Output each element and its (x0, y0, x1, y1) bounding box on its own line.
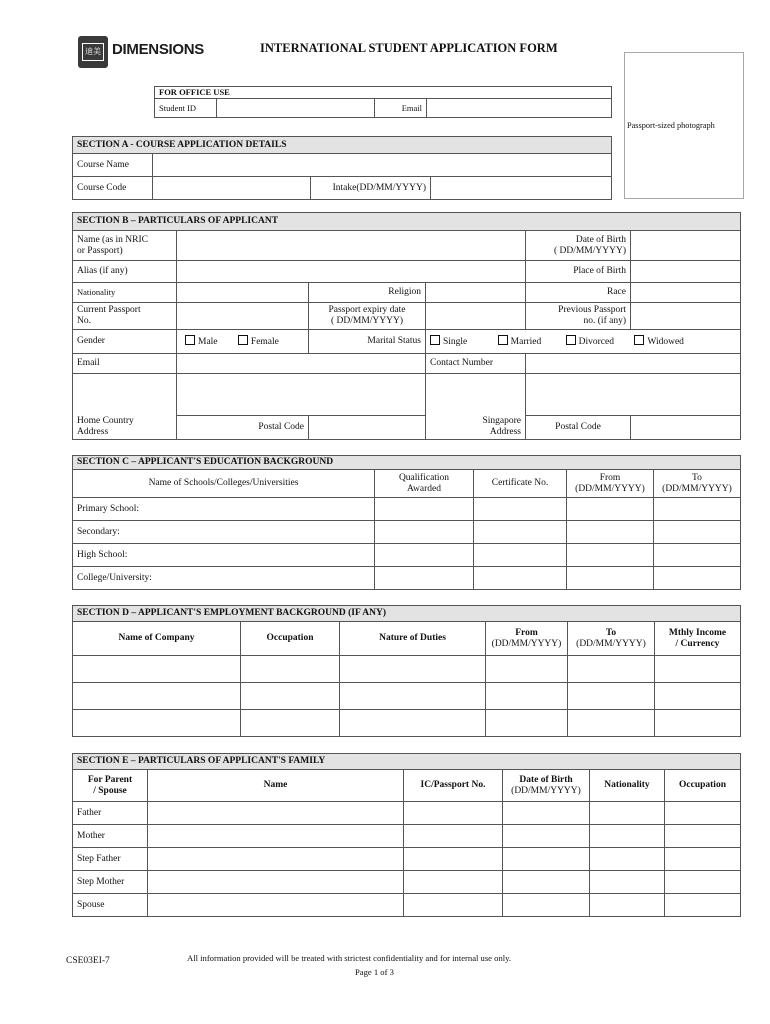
confidentiality-note: All information provided will be treated with strictest confidentiality and for internal use only. (187, 953, 512, 963)
edu-to-field[interactable] (654, 544, 741, 567)
dob-label: Date of Birth ( DD/MM/YYYY) (526, 231, 631, 261)
table-row (73, 802, 741, 825)
relation-label: Spouse (73, 894, 148, 917)
company-field[interactable] (73, 656, 241, 683)
email-label: Email (73, 354, 177, 374)
sg-address-field[interactable] (526, 374, 741, 416)
alias-field[interactable] (177, 261, 526, 283)
section-c-title: SECTION C – APPLICANT'S EDUCATION BACKGROUND (73, 456, 741, 470)
family-nationality-field[interactable] (590, 802, 665, 825)
col-emp-to: To (DD/MM/YYYY) (568, 622, 655, 656)
table-row (73, 710, 741, 737)
family-occupation-field[interactable] (665, 894, 741, 917)
alias-label: Alias (if any) (73, 261, 177, 283)
male-checkbox-icon (185, 335, 195, 345)
col-emp-from: From (DD/MM/YYYY) (486, 622, 568, 656)
religion-field[interactable] (426, 283, 526, 303)
family-nationality-field[interactable] (590, 848, 665, 871)
family-dob-field[interactable] (503, 894, 590, 917)
male-checkbox[interactable]: Male (185, 337, 218, 347)
table-row (73, 825, 741, 848)
col-duties: Nature of Duties (340, 622, 486, 656)
family-name-field[interactable] (148, 848, 404, 871)
ic-field[interactable] (404, 825, 503, 848)
single-checkbox-icon (430, 335, 440, 345)
col-income: Mthly Income / Currency (655, 622, 741, 656)
passport-expiry-label: Passport expiry date ( DD/MM/YYYY) (309, 303, 426, 330)
edu-to-field[interactable] (654, 498, 741, 521)
course-code-label: Course Code (73, 177, 153, 200)
table-row (73, 544, 741, 567)
duties-field[interactable] (340, 710, 486, 737)
col-relation: For Parent / Spouse (73, 770, 148, 802)
col-certificate: Certificate No. (474, 470, 567, 498)
student-id-field[interactable] (217, 99, 375, 118)
relation-label: Mother (73, 825, 148, 848)
emp-from-field[interactable] (486, 710, 568, 737)
certificate-field[interactable] (474, 544, 567, 567)
family-occupation-field[interactable] (665, 848, 741, 871)
passport-expiry-field[interactable] (426, 303, 526, 330)
occupation-field[interactable] (241, 710, 340, 737)
race-label: Race (526, 283, 631, 303)
female-checkbox-icon (238, 335, 248, 345)
relation-label: Step Father (73, 848, 148, 871)
qualification-field[interactable] (375, 567, 474, 590)
logo-mark-icon: 迪美 (78, 36, 108, 68)
edu-from-field[interactable] (567, 521, 654, 544)
family-name-field[interactable] (148, 871, 404, 894)
dob-field[interactable] (631, 231, 741, 261)
marital-options (426, 330, 741, 354)
relation-label: Step Mother (73, 871, 148, 894)
home-address-field[interactable] (177, 374, 426, 416)
table-row (73, 521, 741, 544)
intake-field[interactable] (431, 177, 612, 200)
family-occupation-field[interactable] (665, 825, 741, 848)
family-nationality-field[interactable] (590, 825, 665, 848)
edu-from-field[interactable] (567, 567, 654, 590)
section-e-table (72, 753, 741, 917)
occupation-field[interactable] (241, 683, 340, 710)
edu-from-field[interactable] (567, 544, 654, 567)
table-row (73, 894, 741, 917)
family-occupation-field[interactable] (665, 871, 741, 894)
occupation-field[interactable] (241, 656, 340, 683)
family-name-field[interactable] (148, 894, 404, 917)
table-row (73, 683, 741, 710)
widowed-checkbox-icon (634, 335, 644, 345)
student-id-label: Student ID (155, 99, 217, 118)
office-email-field[interactable] (427, 99, 612, 118)
col-ic-passport: IC/Passport No. (404, 770, 503, 802)
marital-status-label: Marital Status (309, 330, 426, 354)
form-title: INTERNATIONAL STUDENT APPLICATION FORM (260, 41, 558, 55)
widowed-checkbox[interactable]: Widowed (634, 337, 684, 347)
married-checkbox[interactable]: Married (498, 337, 542, 347)
education-level-label: College/University: (73, 567, 375, 590)
ic-field[interactable] (404, 848, 503, 871)
home-postal-code-label: Postal Code (177, 416, 309, 440)
col-family-name: Name (148, 770, 404, 802)
relation-label: Father (73, 802, 148, 825)
col-school-name: Name of Schools/Colleges/Universities (73, 470, 375, 498)
female-checkbox[interactable]: Female (238, 337, 279, 347)
emp-from-field[interactable] (486, 683, 568, 710)
col-company: Name of Company (73, 622, 241, 656)
qualification-field[interactable] (375, 498, 474, 521)
nationality-label: Nationality (73, 283, 177, 303)
previous-passport-label: Previous Passport no. (if any) (526, 303, 631, 330)
emp-to-field[interactable] (568, 656, 655, 683)
email-field[interactable] (177, 354, 426, 374)
section-a-title: SECTION A - COURSE APPLICATION DETAILS (73, 137, 612, 154)
family-dob-field[interactable] (503, 802, 590, 825)
edu-to-field[interactable] (654, 567, 741, 590)
page-number: Page 1 of 3 (355, 967, 394, 977)
table-row (73, 656, 741, 683)
section-d-table (72, 605, 741, 737)
home-address-label: Home Country Address (73, 416, 177, 440)
ic-field[interactable] (404, 871, 503, 894)
family-nationality-field[interactable] (590, 871, 665, 894)
table-row (73, 871, 741, 894)
applicant-name-label: Name (as in NRIC or Passport) (73, 231, 177, 261)
course-name-field[interactable] (153, 154, 612, 177)
divorced-checkbox-icon (566, 335, 576, 345)
emp-to-field[interactable] (568, 683, 655, 710)
home-address-label-top (73, 374, 177, 416)
col-family-occupation: Occupation (665, 770, 741, 802)
income-field[interactable] (655, 710, 741, 737)
certificate-field[interactable] (474, 498, 567, 521)
edu-from-field[interactable] (567, 498, 654, 521)
applicant-name-field[interactable] (177, 231, 526, 261)
contact-number-label: Contact Number (426, 354, 526, 374)
section-a-table (72, 136, 612, 200)
office-use-title: FOR OFFICE USE (155, 87, 612, 99)
section-b-title: SECTION B – PARTICULARS OF APPLICANT (73, 213, 741, 231)
sg-address-label-top (426, 374, 526, 416)
certificate-field[interactable] (474, 521, 567, 544)
emp-from-field[interactable] (486, 656, 568, 683)
qualification-field[interactable] (375, 544, 474, 567)
duties-field[interactable] (340, 656, 486, 683)
education-level-label: High School: (73, 544, 375, 567)
course-name-label: Course Name (73, 154, 153, 177)
section-e-title: SECTION E – PARTICULARS OF APPLICANT'S FAMILY (73, 754, 741, 770)
family-dob-field[interactable] (503, 848, 590, 871)
office-email-label: Email (375, 99, 427, 118)
divorced-checkbox[interactable]: Divorced (566, 337, 614, 347)
company-logo (78, 36, 218, 72)
intake-label: Intake(DD/MM/YYYY) (311, 177, 431, 200)
sg-postal-code-label: Postal Code (526, 416, 631, 440)
section-d-title: SECTION D – APPLICANT'S EMPLOYMENT BACKGROUND (IF ANY) (73, 606, 741, 622)
edu-to-field[interactable] (654, 521, 741, 544)
family-dob-field[interactable] (503, 825, 590, 848)
sg-address-label: Singapore Address (426, 416, 526, 440)
education-level-label: Secondary: (73, 521, 375, 544)
place-of-birth-field[interactable] (631, 261, 741, 283)
family-nationality-field[interactable] (590, 894, 665, 917)
income-field[interactable] (655, 656, 741, 683)
race-field[interactable] (631, 283, 741, 303)
col-edu-to: To (DD/MM/YYYY) (654, 470, 741, 498)
table-row (73, 848, 741, 871)
passport-no-field[interactable] (177, 303, 309, 330)
sg-postal-code-field[interactable] (631, 416, 741, 440)
family-name-field[interactable] (148, 825, 404, 848)
income-field[interactable] (655, 683, 741, 710)
emp-to-field[interactable] (568, 710, 655, 737)
section-b-table (72, 212, 741, 440)
course-code-field[interactable] (153, 177, 311, 200)
nationality-field[interactable] (177, 283, 309, 303)
gender-options (177, 330, 309, 354)
form-code: CSE03EI-7 (66, 956, 110, 966)
family-occupation-field[interactable] (665, 802, 741, 825)
duties-field[interactable] (340, 683, 486, 710)
passport-no-label: Current Passport No. (73, 303, 177, 330)
certificate-field[interactable] (474, 567, 567, 590)
family-name-field[interactable] (148, 802, 404, 825)
table-row (73, 567, 741, 590)
religion-label: Religion (309, 283, 426, 303)
photo-label: Passport-sized photograph (627, 121, 715, 130)
col-edu-from: From (DD/MM/YYYY) (567, 470, 654, 498)
company-field[interactable] (73, 683, 241, 710)
home-postal-code-field[interactable] (309, 416, 426, 440)
col-family-dob: Date of Birth (DD/MM/YYYY) (503, 770, 590, 802)
ic-field[interactable] (404, 894, 503, 917)
education-level-label: Primary School: (73, 498, 375, 521)
photo-box[interactable] (624, 52, 744, 199)
col-occupation: Occupation (241, 622, 340, 656)
company-field[interactable] (73, 710, 241, 737)
single-checkbox[interactable]: Single (430, 337, 467, 347)
family-dob-field[interactable] (503, 871, 590, 894)
col-qualification: Qualification Awarded (375, 470, 474, 498)
place-of-birth-label: Place of Birth (526, 261, 631, 283)
logo-text: DIMENSIONS (112, 41, 205, 58)
gender-label: Gender (73, 330, 177, 354)
contact-number-field[interactable] (526, 354, 741, 374)
ic-field[interactable] (404, 802, 503, 825)
section-c-table (72, 455, 741, 590)
col-family-nationality: Nationality (590, 770, 665, 802)
married-checkbox-icon (498, 335, 508, 345)
table-row (73, 498, 741, 521)
previous-passport-field[interactable] (631, 303, 741, 330)
office-use-table (154, 86, 612, 118)
qualification-field[interactable] (375, 521, 474, 544)
